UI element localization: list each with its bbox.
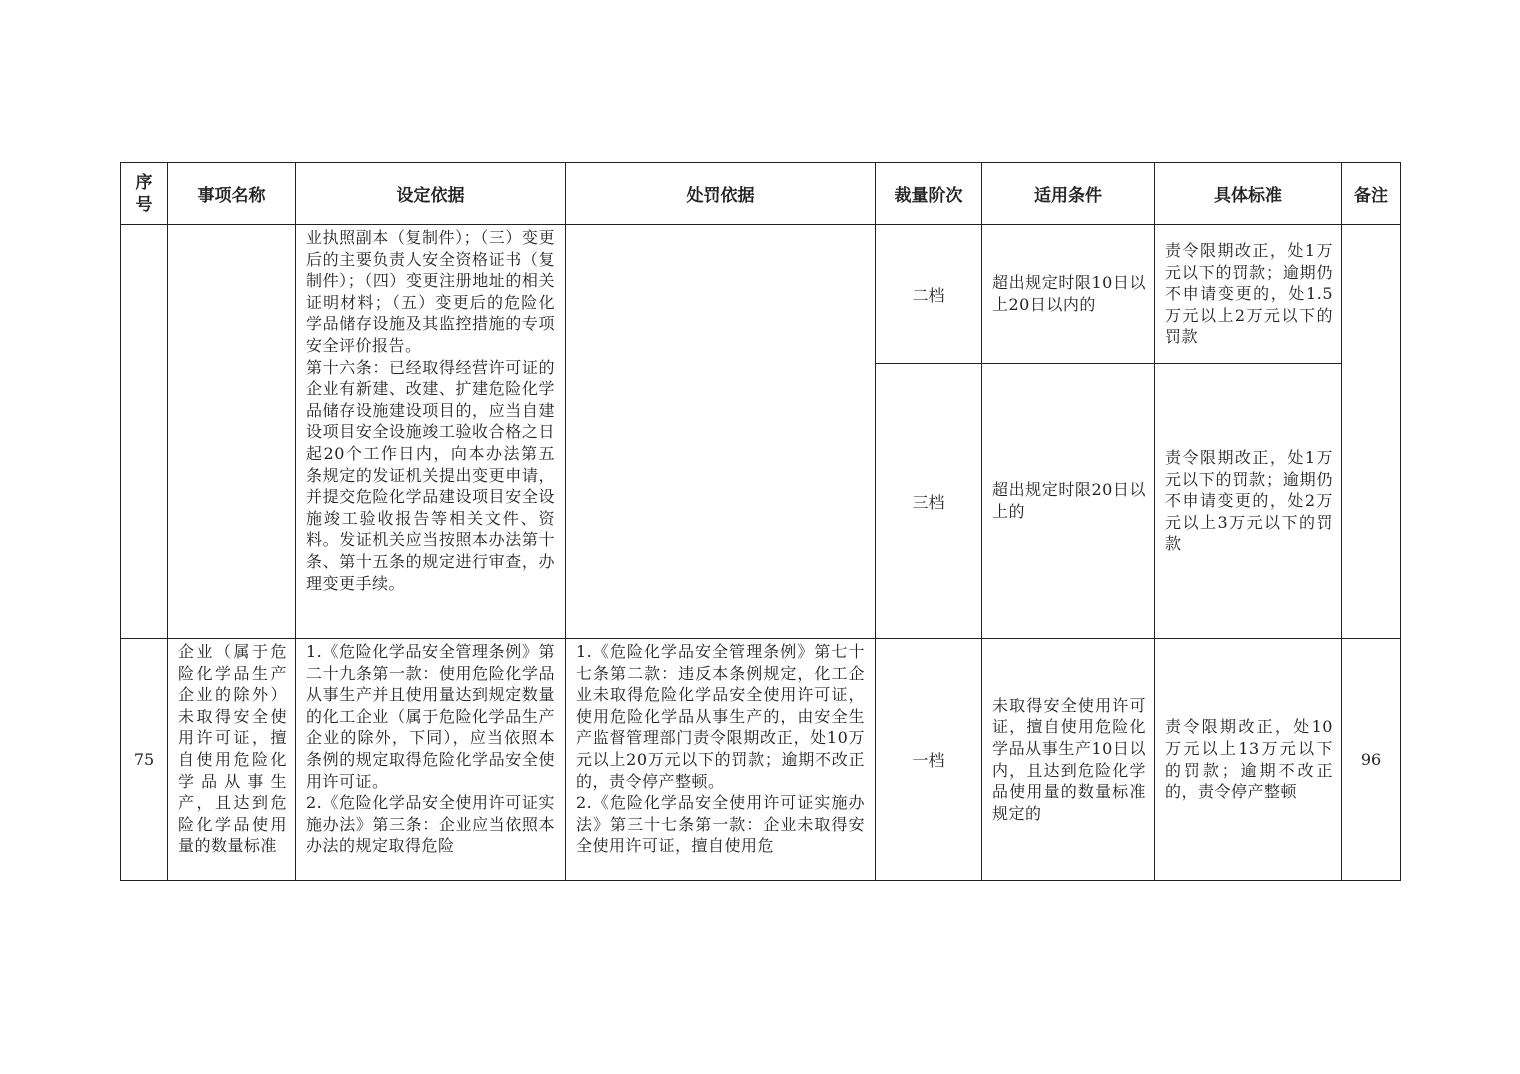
level-cell: 三档 — [876, 364, 982, 639]
table-header-row — [121, 163, 1401, 225]
condition-text: 未取得安全使用许可证，擅自使用危险化学品从事生产10日以内，且达到危险化学品使用量的数量标准规定的 — [992, 695, 1146, 823]
level-cell: 一档 — [876, 639, 982, 881]
penalty-basis-paragraph: 2.《危险化学品安全使用许可证实施办法》第三十七条第一款：企业未取得安全使用许可证，擅自使用危 — [576, 793, 865, 856]
table-row — [121, 225, 1401, 364]
standard-cell — [1155, 225, 1342, 364]
standard-text: 责令限期改正，处1万元以下的罚款；逾期仍不申请变更的，处1.5万元以上2万元以下的罚款 — [1165, 241, 1333, 347]
continued-setting-basis-cell — [296, 225, 566, 639]
setting-basis-paragraph: 2.《危险化学品安全使用许可证实施办法》第三条：企业应当依照本办法的规定取得危险 — [306, 793, 555, 856]
table-row — [121, 639, 1401, 881]
continued-remark-cell — [1342, 225, 1401, 639]
continued-seq-cell — [121, 225, 168, 639]
continued-penalty-basis-cell — [566, 225, 876, 639]
header-condition: 适用条件 — [982, 163, 1155, 225]
setting-basis-cell — [296, 639, 566, 881]
header-penalty-basis: 处罚依据 — [566, 163, 876, 225]
header-item-name: 事项名称 — [168, 163, 296, 225]
level-cell: 二档 — [876, 225, 982, 364]
condition-cell — [982, 225, 1155, 364]
standard-text: 责令限期改正，处1万元以下的罚款；逾期仍不申请变更的，处2万元以上3万元以下的罚款 — [1165, 448, 1333, 554]
header-standard: 具体标准 — [1155, 163, 1342, 225]
standard-cell — [1155, 364, 1342, 639]
header-setting-basis: 设定依据 — [296, 163, 566, 225]
setting-basis-paragraph: 1.《危险化学品安全管理条例》第二十九条第一款：使用危险化学品从事生产并且使用量达到规定数量的化工企业（属于危险化学品生产企业的除外，下同），应当依照本条例的规定取得危险化学品安全使用许可证。 — [306, 642, 555, 791]
header-seq: 序号 — [121, 163, 168, 225]
remark-cell: 96 — [1342, 639, 1401, 881]
seq-cell: 75 — [121, 639, 168, 881]
condition-cell — [982, 364, 1155, 639]
item-name-text: 企业（属于危险化学品生产企业的除外）未取得安全使用许可证，擅自使用危险化学品从事生产，且达到危险化学品使用量的数量标准 — [178, 642, 287, 856]
standard-cell — [1155, 639, 1342, 881]
condition-cell — [982, 639, 1155, 881]
setting-basis-paragraph: 业执照副本（复制件）；（三）变更后的主要负责人安全资格证书（复制件）；（四）变更注册地址的相关证明材料；（五）变更后的危险化学品储存设施及其监控措施的专项安全评价报告。 — [306, 228, 555, 355]
standard-text: 责令限期改正，处10万元以上13万元以下的罚款；逾期不改正的，责令停产整顿 — [1165, 717, 1333, 802]
penalty-standards-table — [120, 162, 1401, 881]
header-level: 裁量阶次 — [876, 163, 982, 225]
condition-text: 超出规定时限10日以上20日以内的 — [992, 273, 1146, 314]
penalty-basis-paragraph: 1.《危险化学品安全管理条例》第七十七条第二款：违反本条例规定，化工企业未取得危险化学品安全使用许可证，使用危险化学品从事生产的，由安全生产监督管理部门责令限期改正，处10万元以上20万元以下的罚款；逾期不改正的，责令停产整顿。 — [576, 642, 865, 791]
setting-basis-paragraph: 第十六条：已经取得经营许可证的企业有新建、改建、扩建危险化学品储存设施建设项目的，应当自建设项目安全设施竣工验收合格之日起20个工作日内，向本办法第五条规定的发证机关提出变更申请，并提交危险化学品建设项目安全设施竣工验收报告等相关文件、资料。发证机关应当按照本办法第十条、第十五条的规定进行审查，办理变更手续。 — [306, 357, 555, 593]
continued-item-name-cell — [168, 225, 296, 639]
header-remark: 备注 — [1342, 163, 1401, 225]
penalty-basis-cell — [566, 639, 876, 881]
item-name-cell — [168, 639, 296, 881]
condition-text: 超出规定时限20日以上的 — [992, 480, 1146, 521]
